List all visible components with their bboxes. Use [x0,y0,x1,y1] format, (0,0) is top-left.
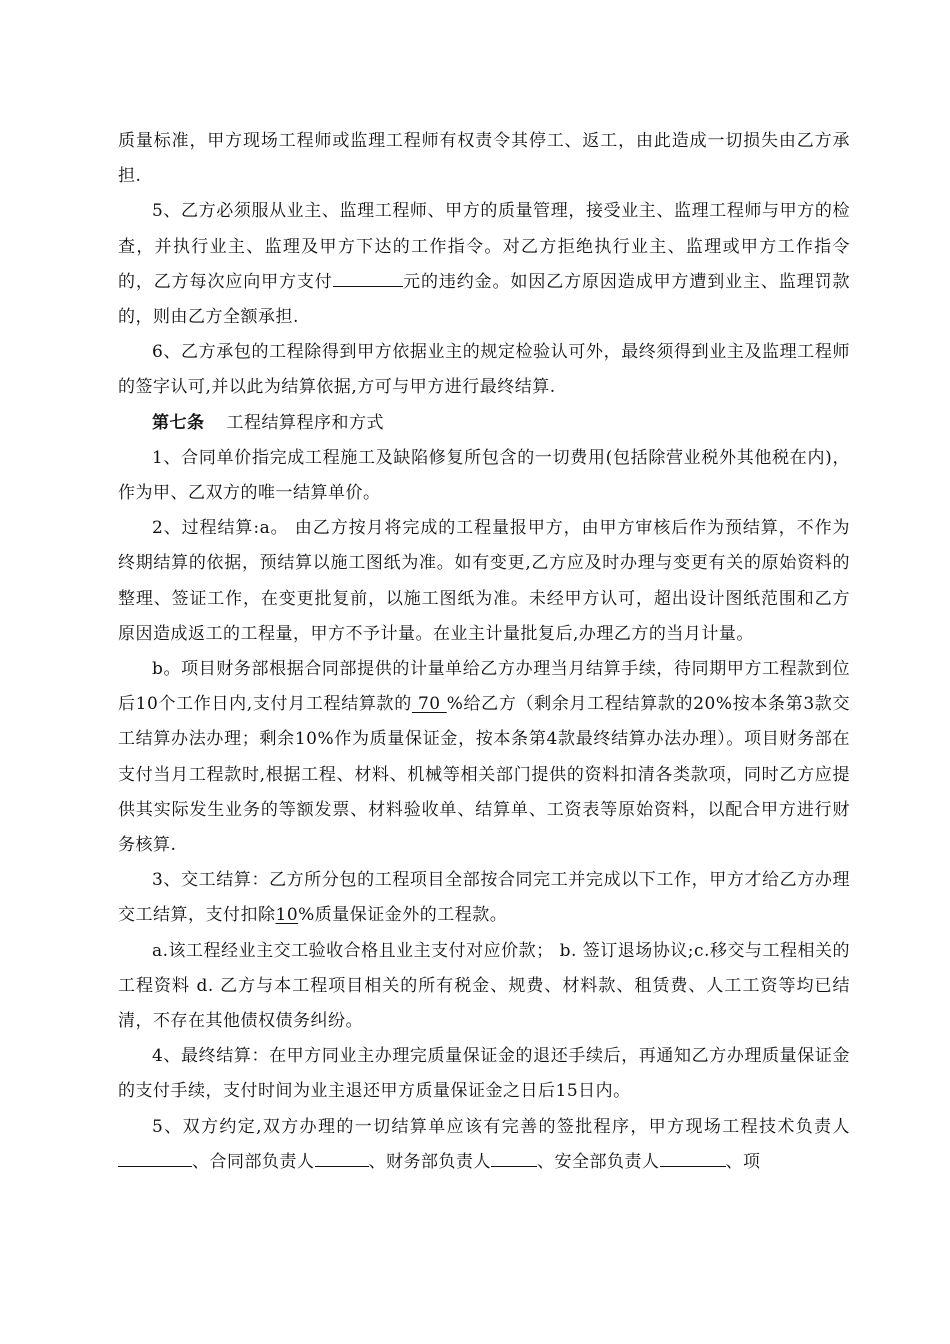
paragraph-unit-price [118,441,850,511]
paragraph-text: 、安全部负责人 [537,1151,660,1172]
fill-in-blank [491,1148,537,1167]
paragraph-text: 、合同部负责人 [192,1151,315,1172]
paragraph-text: 质量标准，甲方现场工程师或监理工程师有权责令其停工、返工，由此造成一切损失由乙方承担. [118,131,850,187]
paragraph-process-settlement [118,511,850,652]
paragraph-monthly-payment [118,652,850,863]
paragraph-completion-settlement [118,863,850,933]
paragraph-text: 4、最终结算：在甲方同业主办理完质量保证金的退还手续后，再通知乙方办理质量保证金的支付手续，支付时间为业主退还甲方质量保证金之日后15日内。 [118,1046,850,1102]
paragraph-clause-5-obey-management [118,194,850,335]
paragraph-text: 、财务部负责人 [368,1151,491,1172]
fill-in-blank [660,1148,726,1167]
paragraph-text: 1、合同单价指完成工程施工及缺陷修复所包含的一切费用(包括除营业税外其他税在内)，作为甲、乙双方的唯一结算单价。 [118,447,850,504]
paragraph-signature-procedure [118,1110,850,1180]
paragraph-completion-conditions [118,934,850,1040]
paragraph-text: 3、交工结算：乙方所分包的工程项目全部按合同完工并完成以下工作，甲方才给乙方办理交工结算，支付扣除 [118,870,850,926]
paragraph-text: 、项 [725,1151,761,1172]
article-title: 工程结算程序和方式 [226,412,384,433]
paragraph-text: %给乙方（剩余月工程结算款的20%按本条第3款交工结算办法办理；剩余10%作为质量保证金，按本条第4款最终结算办法办理）。项目财务部在支付当月工程款时,根据工程、材料、机械等相关部门提供的资料扣清各类款项，同时乙方应提供其实际发生业务的等额发票、材料验收单、结算单、工资表等原始资料，以配合甲方进行财务核算. [118,694,850,856]
paragraph-text: 5、双方约定,双方办理的一切结算单应该有完善的签批程序，甲方现场工程技术负责人 [152,1116,850,1137]
document-body [118,124,850,1180]
paragraph-final-settlement [118,1039,850,1109]
fill-in-blank [118,1148,192,1167]
article-number: 第七条 [152,412,205,433]
section-heading-article-7 [118,406,850,441]
fill-in-blank [315,1148,369,1167]
paragraph-text: b。项目财务部根据合同部提供的计量单给乙方办理当月结算手续，待同期甲方工程款到位后10个工作日内,支付月工程结算款的 [118,659,850,715]
paragraph-clause-6-acceptance [118,335,850,405]
paragraph-text: a.该工程经业主交工验收合格且业主支付对应价款； b. 签订退场协议;c.移交与工程相关的工程资料 d. 乙方与本工程项目相关的所有税金、规费、材料款、租赁费、人工工资等均已结清，不存在其他债权债务纠纷。 [118,940,850,1032]
paragraph-text: 2、过程结算:a。 由乙方按月将完成的工程量报甲方，由甲方审核后作为预结算，不作为终期结算的依据，预结算以施工图纸为准。如有变更,乙方应及时办理与变更有关的原始资料的整理、签证工作，在变更批复前，以施工图纸为准。未经甲方认可，超出设计图纸范围和乙方原因造成返工的工程量，甲方不予计量。在业主计量批复后,办理乙方的当月计量。 [118,518,850,644]
paragraph-text: 6、乙方承包的工程除得到甲方依据业主的规定检验认可外，最终须得到业主及监理工程师的签字认可,并以此为结算依据,方可与甲方进行最终结算. [118,342,850,398]
underlined-value: 70 [411,694,447,715]
paragraph-quality-standard [118,124,850,194]
paragraph-text: 5、乙方必须服从业主、监理工程师、甲方的质量管理，接受业主、监理工程师与甲方的检查，并执行业主、监理及甲方下达的工作指令。对乙方拒绝执行业主、监理或甲方工作指令的，乙方每次应向甲方支付 [118,201,850,292]
fill-in-blank [333,268,403,287]
paragraph-text: %质量保证金外的工程款。 [298,905,508,926]
paragraph-text: 元的违约金。如因乙方原因造成甲方遭到业主、监理罚款的，则由乙方全额承担. [118,271,850,328]
underlined-value: 10 [275,905,299,926]
